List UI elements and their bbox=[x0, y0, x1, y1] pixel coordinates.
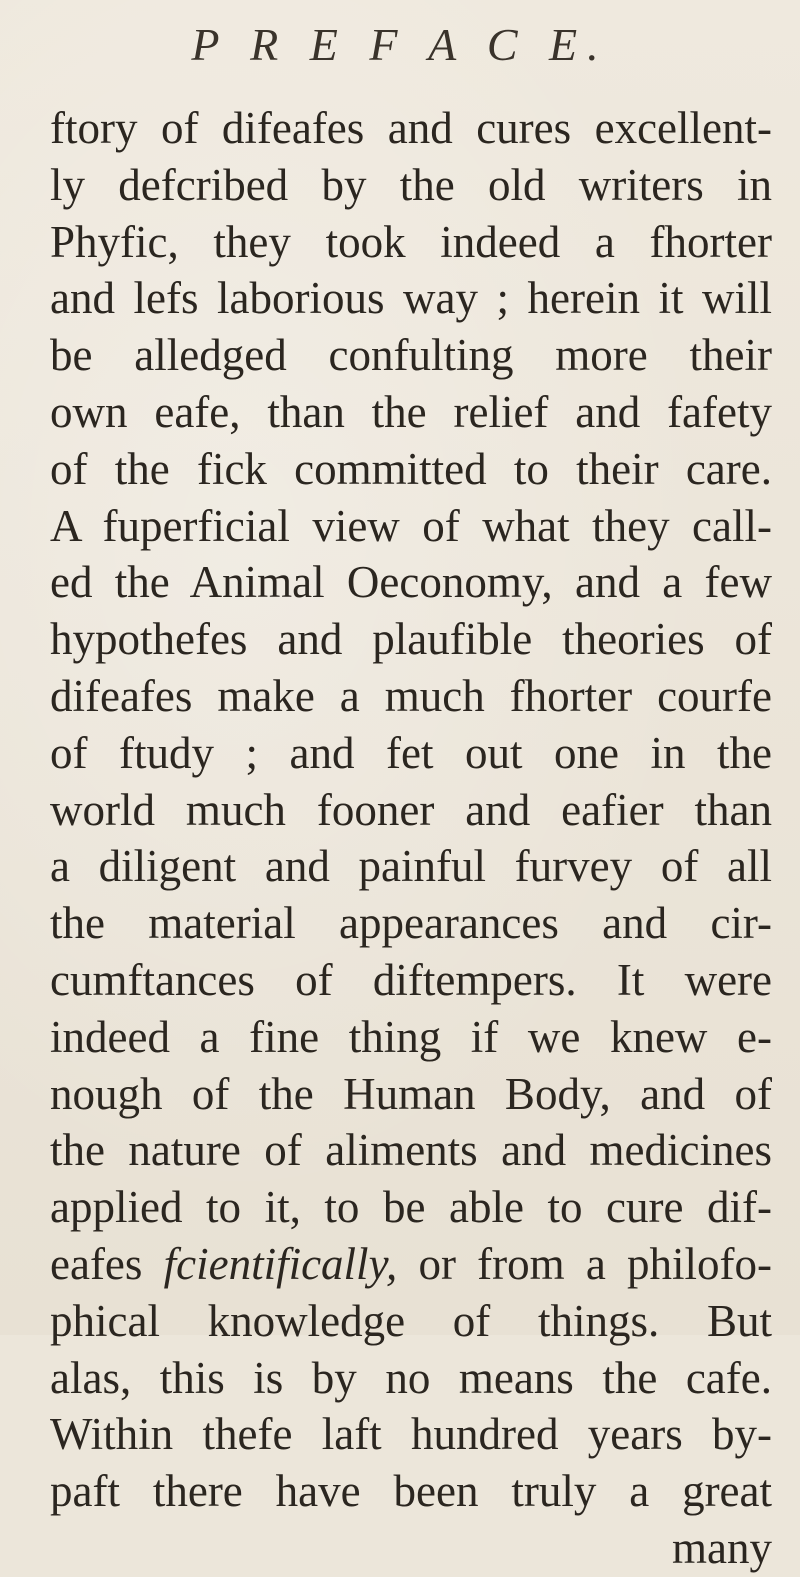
text-line-13: world much fooner and eafier than bbox=[50, 784, 772, 835]
text-line-4: and lefs laborious way ; herein it will bbox=[50, 273, 772, 324]
text-line-2: ly defcribed by the old writers in bbox=[50, 159, 772, 210]
text-line-5: be alledged confulting more their bbox=[50, 330, 772, 381]
text-line-21-start: eafes bbox=[50, 1238, 164, 1289]
text-line-15: the material appearances and cir- bbox=[50, 898, 772, 949]
text-line-22: phical knowledge of things. But bbox=[50, 1295, 772, 1346]
text-line-25: paft there have been truly a great bbox=[50, 1466, 772, 1517]
text-line-24: Within thefe laft hundred years by- bbox=[50, 1409, 772, 1460]
text-line-14: a diligent and painful furvey of all bbox=[50, 841, 772, 892]
text-line-7: of the fick committed to their care. bbox=[50, 443, 772, 494]
running-head: P R E F A C E. bbox=[191, 19, 609, 70]
text-line-8: A fuperficial view of what they call- bbox=[50, 500, 772, 551]
text-line-16: cumftances of diftempers. It were bbox=[50, 954, 772, 1005]
text-line-9: ed the Animal Oeconomy, and a few bbox=[50, 557, 772, 608]
text-line-3: Phyfic, they took indeed a fhorter bbox=[50, 216, 772, 267]
text-line-10: hypothefes and plaufible theories of bbox=[50, 614, 772, 665]
text-line-21-end: or from a philofo- bbox=[397, 1238, 772, 1289]
text-line-19: the nature of aliments and medicines bbox=[50, 1125, 772, 1176]
text-line-1: ftory of difeafes and cures excellent- bbox=[50, 103, 772, 153]
text-line-18: nough of the Human Body, and of bbox=[50, 1068, 772, 1119]
catchword: many bbox=[672, 1522, 772, 1573]
text-line-11: difeafes make a much fhorter courfe bbox=[50, 670, 772, 721]
text-line-23: alas, this is by no means the cafe. bbox=[50, 1352, 772, 1403]
text-line-17: indeed a fine thing if we knew e- bbox=[50, 1011, 772, 1062]
text-line-12: of ftudy ; and fet out one in the bbox=[50, 727, 772, 778]
body-text bbox=[50, 100, 772, 1577]
text-line-20: applied to it, to be able to cure dif- bbox=[50, 1182, 772, 1233]
italic-word: fcientifically, bbox=[163, 1238, 398, 1289]
text-line-21 bbox=[50, 1236, 772, 1293]
text-line-6: own eafe, than the relief and fafety bbox=[50, 386, 772, 437]
